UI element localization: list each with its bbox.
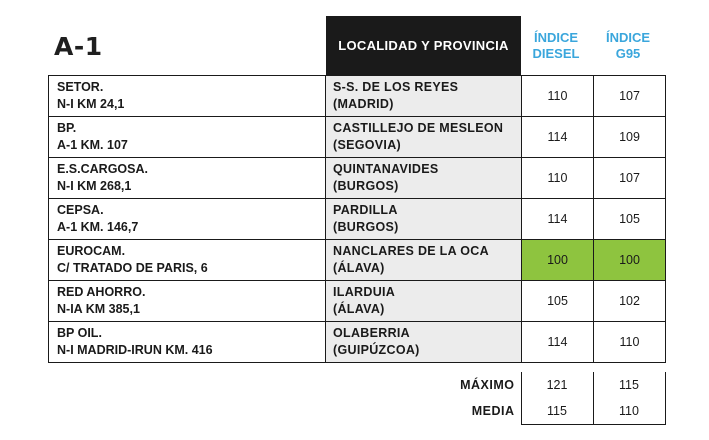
station-location: N-I KM 268,1 bbox=[57, 179, 132, 193]
g95-index-cell: 107 bbox=[594, 76, 666, 117]
diesel-index-cell: 110 bbox=[522, 158, 594, 199]
locality-name: OLABERRIA bbox=[333, 326, 411, 340]
max-g95-value: 115 bbox=[593, 372, 665, 398]
g95-header-line2: G95 bbox=[615, 46, 641, 61]
diesel-index-header bbox=[521, 30, 591, 62]
diesel-index-cell: 114 bbox=[522, 199, 594, 240]
g95-index-cell: 109 bbox=[594, 117, 666, 158]
province-name: (ÁLAVA) bbox=[333, 302, 385, 316]
g95-index-header bbox=[593, 30, 663, 62]
diesel-index-cell: 114 bbox=[522, 322, 594, 363]
diesel-header-line1: ÍNDICE bbox=[533, 30, 579, 45]
station-location: A-1 KM. 107 bbox=[57, 138, 128, 152]
avg-diesel-value: 115 bbox=[521, 398, 593, 424]
station-name: RED AHORRO. bbox=[57, 285, 146, 299]
station-cell bbox=[49, 322, 326, 363]
table-row-highlighted bbox=[49, 240, 666, 281]
page-title: A-1 bbox=[54, 32, 103, 61]
table-row bbox=[49, 158, 666, 199]
station-location: C/ TRATADO DE PARIS, 6 bbox=[57, 261, 208, 275]
station-name: BP OIL. bbox=[57, 326, 102, 340]
avg-g95-value: 110 bbox=[593, 398, 665, 424]
station-name: E.S.CARGOSA. bbox=[57, 162, 148, 176]
station-name: BP. bbox=[57, 121, 77, 135]
station-cell bbox=[49, 199, 326, 240]
max-label: MÁXIMO bbox=[460, 378, 515, 392]
table-row bbox=[49, 117, 666, 158]
station-cell bbox=[49, 158, 326, 199]
locality-name: ILARDUIA bbox=[333, 285, 396, 299]
diesel-index-cell-best: 100 bbox=[522, 240, 594, 281]
station-cell bbox=[49, 117, 326, 158]
diesel-index-cell: 105 bbox=[522, 281, 594, 322]
locality-name: QUINTANAVIDES bbox=[333, 162, 439, 176]
province-name: (GUIPÚZCOA) bbox=[333, 343, 420, 357]
locality-column-header: LOCALIDAD Y PROVINCIA bbox=[326, 16, 521, 75]
summary-row-avg bbox=[48, 398, 665, 424]
station-cell bbox=[49, 76, 326, 117]
station-name: SETOR. bbox=[57, 80, 104, 94]
locality-cell bbox=[326, 158, 522, 199]
station-location: N-IA KM 385,1 bbox=[57, 302, 140, 316]
locality-cell bbox=[326, 117, 522, 158]
locality-cell bbox=[326, 322, 522, 363]
station-location: A-1 KM. 146,7 bbox=[57, 220, 139, 234]
summary-table bbox=[48, 372, 666, 425]
table-row bbox=[49, 76, 666, 117]
g95-index-cell: 105 bbox=[594, 199, 666, 240]
g95-index-cell: 107 bbox=[594, 158, 666, 199]
locality-cell bbox=[326, 240, 522, 281]
station-cell bbox=[49, 240, 326, 281]
locality-name: CASTILLEJO DE MESLEON bbox=[333, 121, 504, 135]
g95-header-line1: ÍNDICE bbox=[605, 30, 651, 45]
locality-name: NANCLARES DE LA OCA bbox=[333, 244, 489, 258]
max-diesel-value: 121 bbox=[521, 372, 593, 398]
station-name: CEPSA. bbox=[57, 203, 104, 217]
station-location: N-I MADRID-IRUN KM. 416 bbox=[57, 343, 213, 357]
locality-cell bbox=[326, 76, 522, 117]
diesel-index-cell: 110 bbox=[522, 76, 594, 117]
diesel-header-line2: DIESEL bbox=[532, 46, 580, 61]
table-row bbox=[49, 199, 666, 240]
province-name: (ÁLAVA) bbox=[333, 261, 385, 275]
station-cell bbox=[49, 281, 326, 322]
locality-cell bbox=[326, 199, 522, 240]
g95-index-cell-best: 100 bbox=[594, 240, 666, 281]
province-name: (BURGOS) bbox=[333, 179, 399, 193]
station-name: EUROCAM. bbox=[57, 244, 126, 258]
g95-index-cell: 110 bbox=[594, 322, 666, 363]
table-row bbox=[49, 281, 666, 322]
fuel-price-table bbox=[48, 75, 666, 363]
station-location: N-I KM 24,1 bbox=[57, 97, 125, 111]
locality-cell bbox=[326, 281, 522, 322]
locality-name: PARDILLA bbox=[333, 203, 398, 217]
locality-name: S-S. DE LOS REYES bbox=[333, 80, 459, 94]
diesel-index-cell: 114 bbox=[522, 117, 594, 158]
province-name: (BURGOS) bbox=[333, 220, 399, 234]
summary-row-max bbox=[48, 372, 665, 398]
table-row bbox=[49, 322, 666, 363]
province-name: (MADRID) bbox=[333, 97, 394, 111]
avg-label: MEDIA bbox=[471, 404, 515, 418]
province-name: (SEGOVIA) bbox=[333, 138, 401, 152]
g95-index-cell: 102 bbox=[594, 281, 666, 322]
